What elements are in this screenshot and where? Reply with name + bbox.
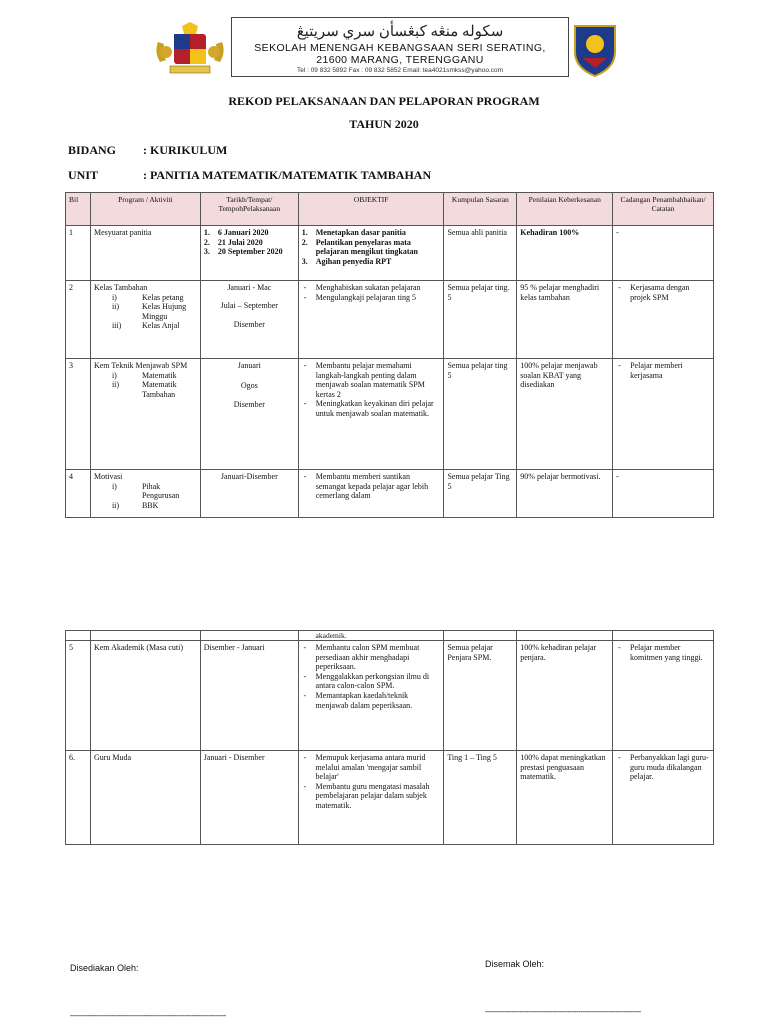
header-cadangan: Cadangan Penambahbaikan/ Catatan — [613, 193, 714, 226]
cell-kumpulan: Ting 1 – Ting 5 — [444, 751, 517, 845]
list-item: - Meningkatkan keyakinan diri pelajar untuk menjawab soalan matematik. — [302, 399, 441, 418]
header-program: Program / Aktiviti — [90, 193, 200, 226]
unit-label: UNIT — [68, 168, 99, 182]
list-item: - Menggalakkan perkongsian ilmu di antara calon-calon SPM. — [302, 672, 441, 691]
cell-cadangan — [613, 359, 714, 470]
cell-bil: 3 — [66, 359, 91, 470]
list-item: - Membantu memberi suntikan semangat kepada pelajar agar lebih cemerlang dalam — [302, 472, 441, 501]
malaysia-crest-icon — [152, 22, 228, 78]
cell-objektif — [298, 641, 444, 751]
cell-objektif — [298, 281, 444, 359]
list-item: - Pelajar member komitmen yang tinggi. — [616, 643, 710, 662]
cell-cadangan: - — [613, 470, 714, 518]
header-tarikh: Tarikh/Tempat/ TempohPelaksanaan — [200, 193, 298, 226]
cell-tarikh — [200, 226, 298, 281]
cell-tarikh: Disember - Januari — [200, 641, 298, 751]
list-item: - Memantapkan kaedah/teknik menjawab dalam peperiksaan. — [302, 691, 441, 710]
cell-kumpulan: Semua pelajar ting. 5 — [444, 281, 517, 359]
list-item: - Membantu calon SPM membuat persediaan akhir menghadapi peperiksaan. — [302, 643, 441, 672]
program-title: Kelas Tambahan — [93, 283, 148, 292]
school-name-jawi: سکوله منڠه کبڠسأن سري سريتيڠ — [296, 24, 504, 40]
cell-objektif — [298, 751, 444, 845]
list-item: 3. Agihan penyedia RPT — [301, 256, 392, 266]
cell-penilaian: 100% pelajar menjawab soalan KBAT yang disediakan — [517, 359, 613, 470]
table-row — [66, 470, 714, 518]
cell-cadangan: - — [613, 226, 714, 281]
cell-bil: 2 — [66, 281, 91, 359]
cell-penilaian: 90% pelajar bermotivasi. — [517, 470, 613, 518]
list-item: - Memupuk kerjasama antara murid melalui amalan 'mengajar sambil belajar' — [302, 753, 441, 782]
cell-objektif — [298, 359, 444, 470]
cell-bil: 4 — [66, 470, 91, 518]
header-kumpulan: Kumpulan Sasaran — [444, 193, 517, 226]
list-item: ii) BBK — [111, 500, 159, 510]
list-item: - Perbanyakkan lagi guru-guru muda dikalangan pelajar. — [616, 753, 710, 782]
cell-cadangan — [613, 641, 714, 751]
header-penilaian: Penilaian Keberkesanan — [517, 193, 613, 226]
cell-tarikh: Januari - Mac Julai – September Disember — [200, 281, 298, 359]
cell-kumpulan: Semua ahli panitia — [444, 226, 517, 281]
list-item: i) Matematik — [111, 370, 177, 380]
school-emblem-icon — [571, 22, 619, 78]
program-table — [65, 192, 714, 518]
list-item: - Kerjasama dengan projek SPM — [616, 283, 710, 302]
list-item: i) Kelas petang — [111, 292, 184, 302]
checked-signature-line: ------------------------------------------------------------------------ — [485, 1007, 641, 1016]
cell-tarikh: Januari Ogos Disember — [200, 359, 298, 470]
list-item: - Mengulangkaji pelajaran ting 5 — [302, 293, 441, 303]
cell-objektif-continued: akademik. — [298, 631, 444, 641]
table-row — [66, 641, 714, 751]
cell-objektif — [298, 470, 444, 518]
cell-program: Kem Akademik (Masa cuti) — [90, 641, 200, 751]
cell-kumpulan: Semua pelajar Ting 5 — [444, 470, 517, 518]
document-year: TAHUN 2020 — [349, 117, 419, 131]
list-item: ii) Kelas Hujung Minggu — [111, 302, 187, 321]
school-address: 21600 MARANG, TERENGGANU — [316, 54, 484, 66]
program-title: Motivasi — [93, 472, 123, 481]
header-bil: Bil — [66, 193, 91, 226]
cell-kumpulan: Semua pelajar Penjara SPM. — [444, 641, 517, 751]
cell-bil: 1 — [66, 226, 91, 281]
cell-penilaian: 95 % pelajar menghadiri kelas tambahan — [517, 281, 613, 359]
cell-cadangan — [613, 751, 714, 845]
list-item: 2. Pelantikan penyelaras mata pelajaran mengikut tingkatan — [301, 237, 418, 257]
cell-tarikh: Januari - Disember — [200, 751, 298, 845]
cell-kumpulan: Semua pelajar ting 5 — [444, 359, 517, 470]
cell-program: Guru Muda — [90, 751, 200, 845]
list-item: - Pelajar memberi kerjasama — [616, 361, 710, 380]
list-item: - Menghabiskan sukatan pelajaran — [302, 283, 441, 293]
cell-objektif — [298, 226, 444, 281]
list-item: - Membantu guru mengatasi masalah pembelajaran pelajar dalam subjek matematik. — [302, 782, 441, 811]
list-item: ii) Matematik Tambahan — [111, 380, 177, 399]
list-item: - Membantu pelajar memahami langkah-langkah penting dalam menjawab soalan matematik SPM kertas 2 — [302, 361, 441, 399]
cell-program: Mesyuarat panitia — [90, 226, 200, 281]
cell-penilaian: 100% kehadiran pelajar penjara. — [517, 641, 613, 751]
header-objektif: OBJEKTIF — [298, 193, 444, 226]
table-row — [66, 359, 714, 470]
table-row — [66, 631, 714, 641]
list-item: i) Pihak Pengurusan — [111, 481, 180, 501]
cell-program — [90, 359, 200, 470]
program-title: Kem Teknik Menjawab SPM — [93, 361, 188, 370]
list-item: 3. 20 September 2020 — [203, 247, 283, 257]
table-row — [66, 226, 714, 281]
table-header-row — [66, 193, 714, 226]
list-item: 2. 21 Julai 2020 — [203, 237, 263, 247]
prepared-by-label: Disediakan Oleh: — [70, 963, 139, 973]
cell-tarikh: Januari-Disember — [200, 470, 298, 518]
table-row — [66, 281, 714, 359]
bidang-label: BIDANG — [68, 143, 117, 157]
cell-cadangan — [613, 281, 714, 359]
school-contact: Tel : 09 832 5892 Fax : 09 832 5852 Email: tea4021smkss@yahoo.com — [296, 67, 504, 74]
cell-bil: 5 — [66, 641, 91, 751]
table-row — [66, 751, 714, 845]
cell-penilaian: 100% dapat meningkatkan prestasi penguasaan matematik. — [517, 751, 613, 845]
document-title: REKOD PELAKSANAAN DAN PELAPORAN PROGRAM — [228, 94, 540, 108]
cell-program — [90, 470, 200, 518]
cell-program — [90, 281, 200, 359]
cell-penilaian: Kehadiran 100% — [517, 226, 613, 281]
school-name: SEKOLAH MENENGAH KEBANGSAAN SERI SERATING, — [254, 42, 546, 54]
list-item: 1. Menetapkan dasar panitia — [301, 228, 406, 237]
cell-bil: 6. — [66, 751, 91, 845]
prepared-signature-line: ------------------------------------------------------------------------ — [70, 1011, 226, 1020]
list-item: 1. 6 Januari 2020 — [203, 228, 269, 237]
program-table-continued — [65, 630, 714, 845]
bidang-value: : KURIKULUM — [143, 143, 228, 157]
checked-by-label: Disemak Oleh: — [485, 959, 545, 969]
school-letterhead — [231, 17, 569, 77]
unit-value: : PANITIA MATEMATIK/MATEMATIK TAMBAHAN — [143, 168, 432, 182]
list-item: iii) Kelas Anjal — [111, 321, 180, 331]
